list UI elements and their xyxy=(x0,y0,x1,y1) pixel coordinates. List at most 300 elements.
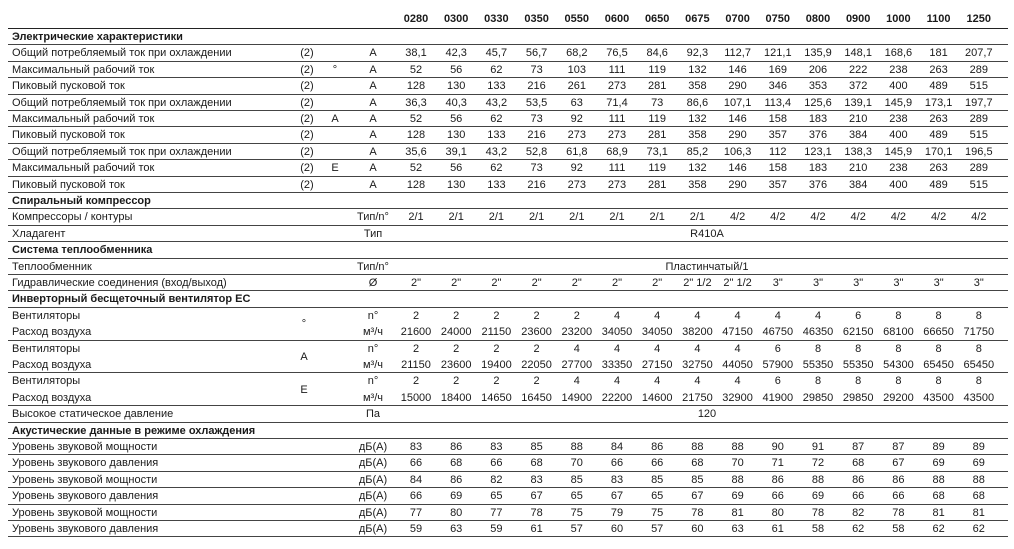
value-cell: 67 xyxy=(892,457,905,470)
value-cell: 123,1 xyxy=(804,145,832,158)
model-code: 0280 xyxy=(403,13,429,25)
value-cell: 4 xyxy=(774,309,781,322)
value-cell: 289 xyxy=(969,113,988,125)
value-cell: 62 xyxy=(490,63,503,76)
section-title-text: Спиральный компрессор xyxy=(12,195,151,207)
value-cell: 66 xyxy=(490,457,503,470)
value-cell: 78 xyxy=(530,506,543,519)
value-cell: 56 xyxy=(450,113,463,125)
value-cell: 73 xyxy=(651,96,664,109)
value-cell: 210 xyxy=(849,162,868,175)
value-cell: 216 xyxy=(527,129,546,142)
value-cell: 128 xyxy=(406,178,426,191)
value-cell: 83 xyxy=(490,441,503,453)
value-cell: 52 xyxy=(409,162,423,175)
value-cell: 68 xyxy=(450,457,463,470)
row-label: Уровень звукового давления xyxy=(12,490,159,503)
value-cell: 2 xyxy=(493,375,500,388)
row-label: Вентиляторы xyxy=(12,342,81,355)
section-title-text: Инверторный бесщеточный вентилятор ЕС xyxy=(12,293,251,306)
value-cell: 4 xyxy=(654,309,661,322)
note-ref: (2) xyxy=(300,63,314,76)
value-cell: 6 xyxy=(855,309,862,322)
variant-marker: A xyxy=(331,113,339,125)
value-cell: 43500 xyxy=(963,391,995,404)
unit-label: n° xyxy=(367,309,379,322)
unit-label: Тип xyxy=(363,227,383,240)
value-cell: 8 xyxy=(895,309,902,322)
value-cell: 207,7 xyxy=(965,47,993,60)
value-cell: 170,1 xyxy=(924,145,953,158)
value-cell: 42,3 xyxy=(445,47,467,60)
value-cell: 290 xyxy=(728,80,747,93)
unit-label: A xyxy=(369,145,377,158)
value-cell: 77 xyxy=(409,506,423,519)
value-cell: 281 xyxy=(648,80,667,93)
row-label: Максимальный рабочий ток xyxy=(12,113,155,125)
value-cell: 87 xyxy=(892,441,905,453)
row-label: Пиковый пусковой ток xyxy=(12,129,125,142)
value-cell: 78 xyxy=(892,506,905,519)
row-label: Расход воздуха xyxy=(12,326,92,339)
value-cell: 6 xyxy=(774,342,781,355)
model-code: 0700 xyxy=(725,13,750,25)
row-label: Высокое статическое давление xyxy=(12,408,174,421)
value-cell: 273 xyxy=(567,129,586,142)
value-cell: 58 xyxy=(892,523,905,535)
value-cell: 56,7 xyxy=(525,47,548,60)
value-cell: 27700 xyxy=(561,359,593,371)
value-cell: 83 xyxy=(530,473,543,486)
value-cell: 376 xyxy=(808,129,828,142)
value-cell: 68,9 xyxy=(606,145,628,158)
value-cell: 85 xyxy=(691,473,704,486)
value-cell: 88 xyxy=(570,441,583,453)
value-cell: 66 xyxy=(409,457,423,470)
row-label: Уровень звукового давления xyxy=(12,523,159,535)
value-cell: 222 xyxy=(849,63,868,76)
value-cell: 8 xyxy=(935,342,942,355)
table-row xyxy=(8,144,1008,160)
table-row xyxy=(8,488,1008,504)
variant-marker: A xyxy=(300,351,308,363)
value-cell: 2 xyxy=(412,309,420,322)
row-label: Гидравлические соединения (вход/выход) xyxy=(12,277,227,289)
value-cell: 39,1 xyxy=(445,145,467,158)
value-cell: 146 xyxy=(728,113,747,125)
value-cell: 58 xyxy=(811,523,825,535)
value-cell: 14900 xyxy=(561,391,593,404)
value-cell: 43,2 xyxy=(485,145,508,158)
value-cell: 4 xyxy=(613,342,621,355)
value-cell: 81 xyxy=(731,506,744,519)
table-row xyxy=(8,505,1008,521)
row-label: Уровень звуковой мощности xyxy=(12,506,158,519)
value-cell: 273 xyxy=(607,129,627,142)
variant-marker: E xyxy=(300,383,308,396)
value-cell: 85,2 xyxy=(686,145,709,158)
value-cell: 4 xyxy=(734,309,741,322)
model-code: 0800 xyxy=(805,13,831,25)
value-cell: 43500 xyxy=(923,391,954,404)
value-cell: 66 xyxy=(892,490,905,503)
table-row xyxy=(8,341,1008,357)
table-row xyxy=(8,373,1008,389)
value-cell: 261 xyxy=(567,80,586,93)
table-row xyxy=(8,357,1008,373)
section-title-text: Акустические данные в режиме охлаждения xyxy=(12,424,256,437)
value-cell: 45,7 xyxy=(485,47,508,60)
value-cell: 281 xyxy=(648,178,667,191)
model-code: 1250 xyxy=(966,13,992,25)
value-cell: 43,2 xyxy=(485,96,508,109)
value-cell: 148,1 xyxy=(844,47,872,60)
section-title xyxy=(8,29,1008,45)
value-cell: 4 xyxy=(814,309,822,322)
value-cell: 210 xyxy=(849,113,868,125)
value-cell: 273 xyxy=(607,178,627,191)
value-cell: 86 xyxy=(651,441,664,453)
value-cell: 119 xyxy=(648,113,666,125)
row-divider xyxy=(8,536,1008,537)
value-cell: 400 xyxy=(889,80,908,93)
value-cell: 86 xyxy=(771,473,784,486)
value-cell: 2 xyxy=(533,342,540,355)
value-cell: 133 xyxy=(487,80,506,93)
value-cell: 61 xyxy=(771,523,784,535)
value-cell: 111 xyxy=(608,113,626,125)
note-ref: (2) xyxy=(300,162,314,175)
value-cell: 66 xyxy=(610,457,624,470)
value-cell: 121,1 xyxy=(764,47,792,60)
value-cell: 29850 xyxy=(842,391,874,404)
value-cell: 62 xyxy=(490,162,503,175)
value-cell: 263 xyxy=(929,63,948,76)
value-cell: 8 xyxy=(895,375,902,388)
value-cell: 66 xyxy=(409,490,423,503)
value-cell: 86 xyxy=(892,473,905,486)
value-cell: 132 xyxy=(688,113,707,125)
unit-label: м³/ч xyxy=(362,359,383,371)
value-cell: 71 xyxy=(771,457,784,470)
value-cell: 346 xyxy=(768,80,787,93)
value-cell: 216 xyxy=(527,178,546,191)
value-cell: 21150 xyxy=(481,326,512,339)
value-cell: 2" 1/2 xyxy=(723,277,752,289)
value-cell: 67 xyxy=(610,490,624,503)
value-cell: 107,1 xyxy=(723,96,752,109)
row-label: Хладагент xyxy=(12,227,66,240)
value-cell: 62 xyxy=(972,523,985,535)
value-cell: 34050 xyxy=(601,326,633,339)
table-row xyxy=(8,127,1008,143)
value-cell: 289 xyxy=(969,63,988,76)
note-ref: (2) xyxy=(300,129,314,142)
unit-label: A xyxy=(369,129,377,142)
table-row xyxy=(8,226,1008,242)
value-cell: 4 xyxy=(613,309,621,322)
value-cell: 183 xyxy=(808,113,828,125)
model-header-row xyxy=(8,10,1008,28)
value-cell: 86,6 xyxy=(686,96,709,109)
value-cell: 59 xyxy=(409,523,423,535)
value-cell: 69 xyxy=(972,457,985,470)
value-cell: 263 xyxy=(929,113,948,125)
value-cell: 2" xyxy=(611,277,623,289)
value-cell: 2/1 xyxy=(689,211,706,224)
section-title-text: Электрические характеристики xyxy=(12,31,183,43)
row-label: Пиковый пусковой ток xyxy=(12,178,125,191)
value-cell: 2 xyxy=(453,342,460,355)
value-cell: 4 xyxy=(694,309,701,322)
value-cell: 82 xyxy=(490,473,503,486)
value-cell: 69 xyxy=(932,457,945,470)
value-cell: 63 xyxy=(450,523,463,535)
value-cell: 290 xyxy=(728,129,747,142)
value-cell: 88 xyxy=(932,473,945,486)
table-row xyxy=(8,275,1008,291)
value-cell: 357 xyxy=(768,178,787,191)
unit-label: дБ(А) xyxy=(358,441,388,453)
value-cell: 60 xyxy=(691,523,704,535)
value-cell: 376 xyxy=(808,178,828,191)
merged-value: R410A xyxy=(690,227,724,240)
value-cell: 62 xyxy=(490,113,503,125)
value-cell: 66 xyxy=(852,490,865,503)
value-cell: 4/2 xyxy=(930,211,947,224)
value-cell: 4/2 xyxy=(971,211,987,224)
value-cell: 169 xyxy=(768,63,787,76)
value-cell: 273 xyxy=(607,80,627,93)
value-cell: 400 xyxy=(889,178,908,191)
value-cell: 65450 xyxy=(923,359,954,371)
value-cell: 63 xyxy=(731,523,744,535)
table-row xyxy=(8,472,1008,488)
value-cell: 206 xyxy=(808,63,828,76)
value-cell: 81 xyxy=(932,506,945,519)
value-cell: 119 xyxy=(648,162,666,175)
value-cell: 27150 xyxy=(641,359,673,371)
value-cell: 52,8 xyxy=(525,145,548,158)
variant-marker: ° xyxy=(301,318,307,331)
value-cell: 77 xyxy=(490,506,503,519)
value-cell: 2" xyxy=(571,277,582,289)
value-cell: 56 xyxy=(450,162,463,175)
unit-label: дБ(А) xyxy=(358,457,388,470)
unit-label: A xyxy=(369,47,377,60)
value-cell: 146 xyxy=(728,63,747,76)
model-code: 0550 xyxy=(564,13,590,25)
row-label: Уровень звуковой мощности xyxy=(12,473,158,486)
model-code: 0650 xyxy=(644,13,670,25)
value-cell: 2/1 xyxy=(448,211,464,224)
value-cell: 70 xyxy=(570,457,583,470)
value-cell: 2 xyxy=(493,309,500,322)
value-cell: 2/1 xyxy=(408,211,424,224)
value-cell: 67 xyxy=(691,490,704,503)
value-cell: 84 xyxy=(409,473,423,486)
value-cell: 69 xyxy=(811,490,825,503)
value-cell: 4/2 xyxy=(770,211,786,224)
value-cell: 133 xyxy=(487,178,506,191)
value-cell: 68 xyxy=(932,490,945,503)
unit-label: A xyxy=(369,113,377,125)
model-code: 0675 xyxy=(685,13,710,25)
value-cell: 8 xyxy=(935,375,942,388)
table-row xyxy=(8,95,1008,111)
value-cell: 4 xyxy=(573,375,580,388)
unit-label: A xyxy=(369,63,377,76)
unit-label: м³/ч xyxy=(362,391,383,404)
value-cell: 66650 xyxy=(923,326,954,339)
value-cell: 273 xyxy=(567,178,586,191)
value-cell: 158 xyxy=(768,162,787,175)
value-cell: 85 xyxy=(570,473,583,486)
value-cell: 2 xyxy=(453,309,460,322)
value-cell: 91 xyxy=(811,441,825,453)
unit-label: дБ(А) xyxy=(358,473,388,486)
row-label: Уровень звукового давления xyxy=(12,457,159,470)
value-cell: 65 xyxy=(490,490,503,503)
value-cell: 2/1 xyxy=(528,211,545,224)
table-row xyxy=(8,259,1008,275)
value-cell: 80 xyxy=(450,506,463,519)
model-code: 1000 xyxy=(886,13,911,25)
model-code: 1100 xyxy=(926,13,951,25)
value-cell: 62 xyxy=(932,523,945,535)
table-row xyxy=(8,111,1008,127)
value-cell: 4/2 xyxy=(729,211,746,224)
note-ref: (2) xyxy=(300,145,314,158)
value-cell: 4 xyxy=(573,342,580,355)
value-cell: 111 xyxy=(608,162,626,175)
value-cell: 44050 xyxy=(722,359,753,371)
value-cell: 2 xyxy=(533,309,540,322)
value-cell: 88 xyxy=(731,473,744,486)
value-cell: 132 xyxy=(688,63,707,76)
variant-marker: E xyxy=(331,162,339,175)
value-cell: 3" xyxy=(772,277,783,289)
section-title xyxy=(8,193,1008,209)
value-cell: 72 xyxy=(811,457,825,470)
value-cell: 62 xyxy=(852,523,865,535)
value-cell: 68 xyxy=(530,457,543,470)
value-cell: 73,1 xyxy=(646,145,668,158)
value-cell: 197,7 xyxy=(965,96,993,109)
value-cell: 4 xyxy=(734,375,741,388)
value-cell: 289 xyxy=(969,162,988,175)
value-cell: 4/2 xyxy=(850,211,866,224)
unit-label: дБ(А) xyxy=(358,523,388,535)
value-cell: 4 xyxy=(654,375,661,388)
merged-value: 120 xyxy=(697,408,717,421)
value-cell: 3" xyxy=(893,277,904,289)
value-cell: 3" xyxy=(853,277,864,289)
value-cell: 21150 xyxy=(401,359,431,371)
table-row xyxy=(8,406,1008,422)
value-cell: 53,5 xyxy=(525,96,548,109)
value-cell: 2" xyxy=(531,277,542,289)
value-cell: 216 xyxy=(527,80,546,93)
value-cell: 489 xyxy=(929,80,948,93)
value-cell: 23600 xyxy=(521,326,552,339)
value-cell: 92 xyxy=(570,162,583,175)
table-row xyxy=(8,455,1008,471)
value-cell: 73 xyxy=(530,162,543,175)
value-cell: 4/2 xyxy=(890,211,907,224)
value-cell: 8 xyxy=(935,309,942,322)
value-cell: 145,9 xyxy=(884,96,913,109)
value-cell: 38,1 xyxy=(405,47,427,60)
value-cell: 21600 xyxy=(400,326,432,339)
value-cell: 81 xyxy=(972,506,985,519)
unit-label: A xyxy=(369,162,377,175)
unit-label: Па xyxy=(365,408,381,421)
value-cell: 19400 xyxy=(481,359,512,371)
value-cell: 54300 xyxy=(883,359,914,371)
unit-label: Ø xyxy=(368,277,378,289)
value-cell: 372 xyxy=(849,80,868,93)
value-cell: 88 xyxy=(691,441,704,453)
value-cell: 4/2 xyxy=(810,211,826,224)
section-title-text: Система теплообменника xyxy=(12,244,153,257)
value-cell: 489 xyxy=(929,178,948,191)
value-cell: 290 xyxy=(728,178,747,191)
model-code: 0600 xyxy=(604,13,630,25)
value-cell: 57900 xyxy=(762,359,794,371)
value-cell: 3" xyxy=(812,277,824,289)
value-cell: 8 xyxy=(814,342,822,355)
value-cell: 89 xyxy=(932,441,945,453)
value-cell: 69 xyxy=(731,490,744,503)
value-cell: 2" xyxy=(410,277,422,289)
value-cell: 8 xyxy=(975,309,982,322)
value-cell: 106,3 xyxy=(723,145,752,158)
value-cell: 86 xyxy=(852,473,865,486)
value-cell: 132 xyxy=(688,162,707,175)
value-cell: 61,8 xyxy=(566,145,588,158)
value-cell: 146 xyxy=(728,162,747,175)
row-label: Общий потребляемый ток при охлаждении xyxy=(12,47,232,60)
value-cell: 47150 xyxy=(722,326,753,339)
value-cell: 113,4 xyxy=(764,96,792,109)
value-cell: 86 xyxy=(450,473,463,486)
table-row xyxy=(8,521,1008,537)
value-cell: 83 xyxy=(409,441,423,453)
value-cell: 87 xyxy=(852,441,865,453)
value-cell: 130 xyxy=(447,178,466,191)
value-cell: 22200 xyxy=(601,391,633,404)
model-code: 0350 xyxy=(524,13,549,25)
value-cell: 2 xyxy=(493,342,500,355)
value-cell: 61 xyxy=(530,523,543,535)
value-cell: 8 xyxy=(855,342,862,355)
value-cell: 128 xyxy=(406,129,426,142)
value-cell: 57 xyxy=(651,523,664,535)
value-cell: 145,9 xyxy=(884,145,913,158)
value-cell: 55350 xyxy=(842,359,874,371)
row-label: Общий потребляемый ток при охлаждении xyxy=(12,145,232,158)
value-cell: 79 xyxy=(610,506,624,519)
value-cell: 158 xyxy=(768,113,787,125)
value-cell: 4 xyxy=(694,342,701,355)
value-cell: 34050 xyxy=(641,326,673,339)
value-cell: 2 xyxy=(412,342,420,355)
unit-label: м³/ч xyxy=(362,326,383,339)
value-cell: 46350 xyxy=(802,326,834,339)
value-cell: 32750 xyxy=(682,359,713,371)
value-cell: 35,6 xyxy=(405,145,427,158)
